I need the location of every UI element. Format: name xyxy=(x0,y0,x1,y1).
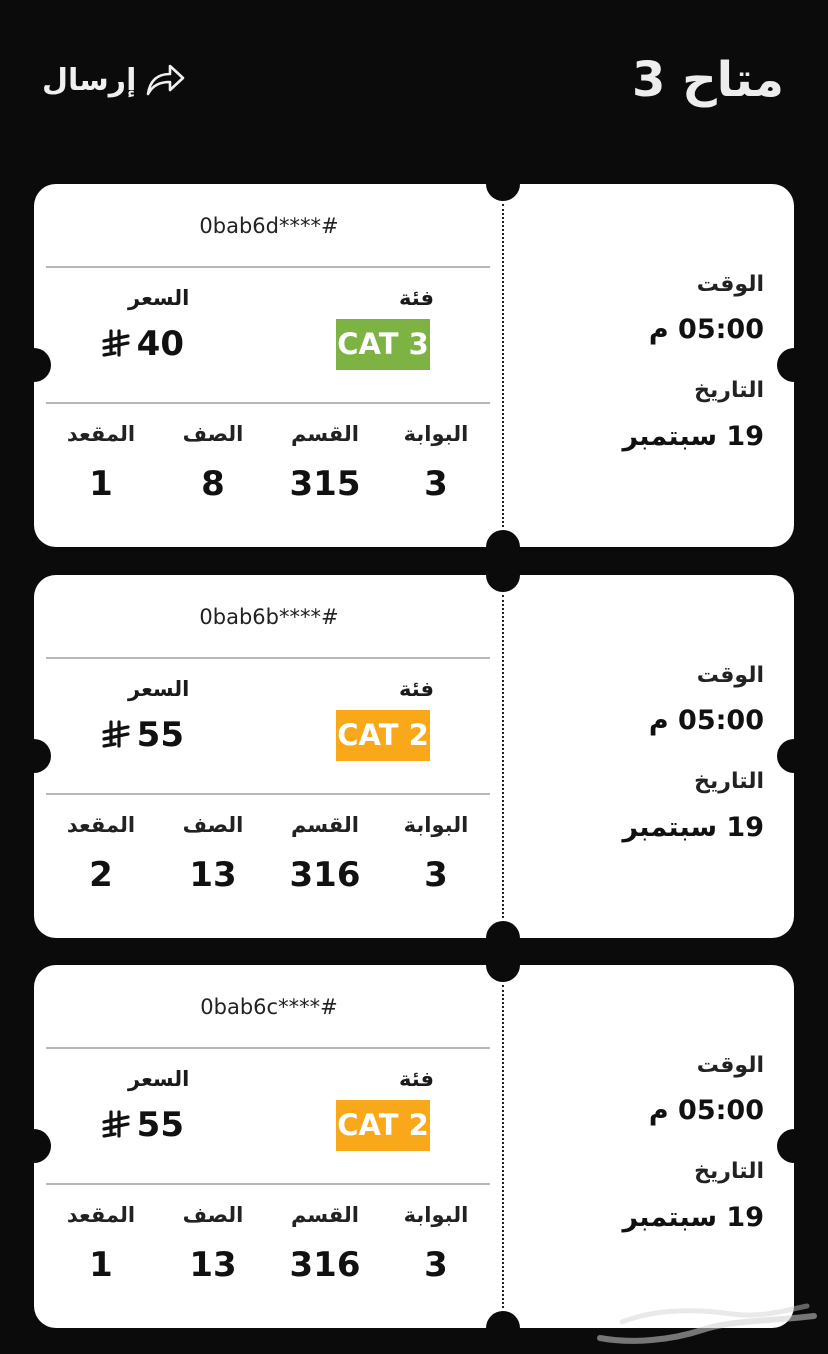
page-title: متاح 3 xyxy=(631,52,784,108)
price-label: السعر xyxy=(128,677,190,701)
seat-label: المقعد xyxy=(66,422,136,446)
saudi-riyal-icon xyxy=(101,1110,131,1140)
date-label: التاريخ xyxy=(694,1159,764,1184)
perforation-line xyxy=(502,204,504,527)
divider xyxy=(46,1047,490,1049)
category-label: فئة xyxy=(399,677,435,701)
divider xyxy=(46,402,490,404)
divider xyxy=(46,657,490,659)
ticket-id: 0bab6b****# xyxy=(199,605,339,629)
ticket-notch xyxy=(486,948,520,982)
section-label: القسم xyxy=(290,422,360,446)
row-label: الصف xyxy=(182,1203,244,1227)
saudi-riyal-icon xyxy=(101,329,131,359)
time-value: 05:00 م xyxy=(648,314,764,345)
price-label: السعر xyxy=(128,1067,190,1091)
price-amount: 55 xyxy=(136,1105,184,1145)
price-amount: 40 xyxy=(136,324,184,364)
date-value: 19 سبتمبر xyxy=(622,421,764,452)
ticket-notch xyxy=(486,167,520,201)
time-label: الوقت xyxy=(696,1053,764,1078)
section-value: 315 xyxy=(289,464,361,504)
price-value xyxy=(101,715,184,755)
perforation-line xyxy=(502,985,504,1308)
ticket-notch xyxy=(17,1129,51,1163)
divider xyxy=(46,266,490,268)
row-label: الصف xyxy=(182,813,244,837)
gate-value: 3 xyxy=(424,1245,448,1285)
gate-value: 3 xyxy=(424,464,448,504)
section-value: 316 xyxy=(289,855,361,895)
row-value: 13 xyxy=(189,855,237,895)
send-label: إرسال xyxy=(42,62,137,98)
section-label: القسم xyxy=(290,1203,360,1227)
ticket-notch xyxy=(486,1311,520,1345)
seat-value: 2 xyxy=(89,855,113,895)
row-label: الصف xyxy=(182,422,244,446)
ticket-card[interactable] xyxy=(34,575,794,938)
gate-label: البوابة xyxy=(403,422,469,446)
row-value: 13 xyxy=(189,1245,237,1285)
seat-value: 1 xyxy=(89,1245,113,1285)
time-label: الوقت xyxy=(696,663,764,688)
saudi-riyal-icon xyxy=(101,720,131,750)
divider xyxy=(46,1183,490,1185)
price-value xyxy=(101,1105,184,1145)
ticket-notch xyxy=(777,348,811,382)
seat-value: 1 xyxy=(89,464,113,504)
section-value: 316 xyxy=(289,1245,361,1285)
ticket-card[interactable] xyxy=(34,184,794,547)
seat-label: المقعد xyxy=(66,813,136,837)
category-badge: CAT 2 xyxy=(336,1100,430,1151)
perforation-line xyxy=(502,595,504,918)
ticket-id: 0bab6d****# xyxy=(199,214,339,238)
category-badge: CAT 2 xyxy=(336,710,430,761)
watermark-logo xyxy=(592,1300,822,1346)
seat-label: المقعد xyxy=(66,1203,136,1227)
gate-label: البوابة xyxy=(403,813,469,837)
category-label: فئة xyxy=(399,1067,435,1091)
ticket-notch xyxy=(17,348,51,382)
time-label: الوقت xyxy=(696,272,764,297)
category-badge: CAT 3 xyxy=(336,319,430,370)
price-value xyxy=(101,324,184,364)
date-label: التاريخ xyxy=(694,378,764,403)
header xyxy=(0,0,828,170)
category-label: فئة xyxy=(399,286,435,310)
ticket-notch xyxy=(777,1129,811,1163)
ticket-notch xyxy=(777,739,811,773)
price-amount: 55 xyxy=(136,715,184,755)
ticket-id: 0bab6c****# xyxy=(200,995,338,1019)
ticket-card[interactable] xyxy=(34,965,794,1328)
row-value: 8 xyxy=(201,464,225,504)
section-label: القسم xyxy=(290,813,360,837)
ticket-notch xyxy=(17,739,51,773)
ticket-notch xyxy=(486,558,520,592)
divider xyxy=(46,793,490,795)
send-button[interactable] xyxy=(42,62,186,98)
gate-label: البوابة xyxy=(403,1203,469,1227)
date-value: 19 سبتمبر xyxy=(622,1202,764,1233)
price-label: السعر xyxy=(128,286,190,310)
time-value: 05:00 م xyxy=(648,705,764,736)
time-value: 05:00 م xyxy=(648,1095,764,1126)
gate-value: 3 xyxy=(424,855,448,895)
date-label: التاريخ xyxy=(694,769,764,794)
share-arrow-icon xyxy=(144,62,186,98)
date-value: 19 سبتمبر xyxy=(622,812,764,843)
